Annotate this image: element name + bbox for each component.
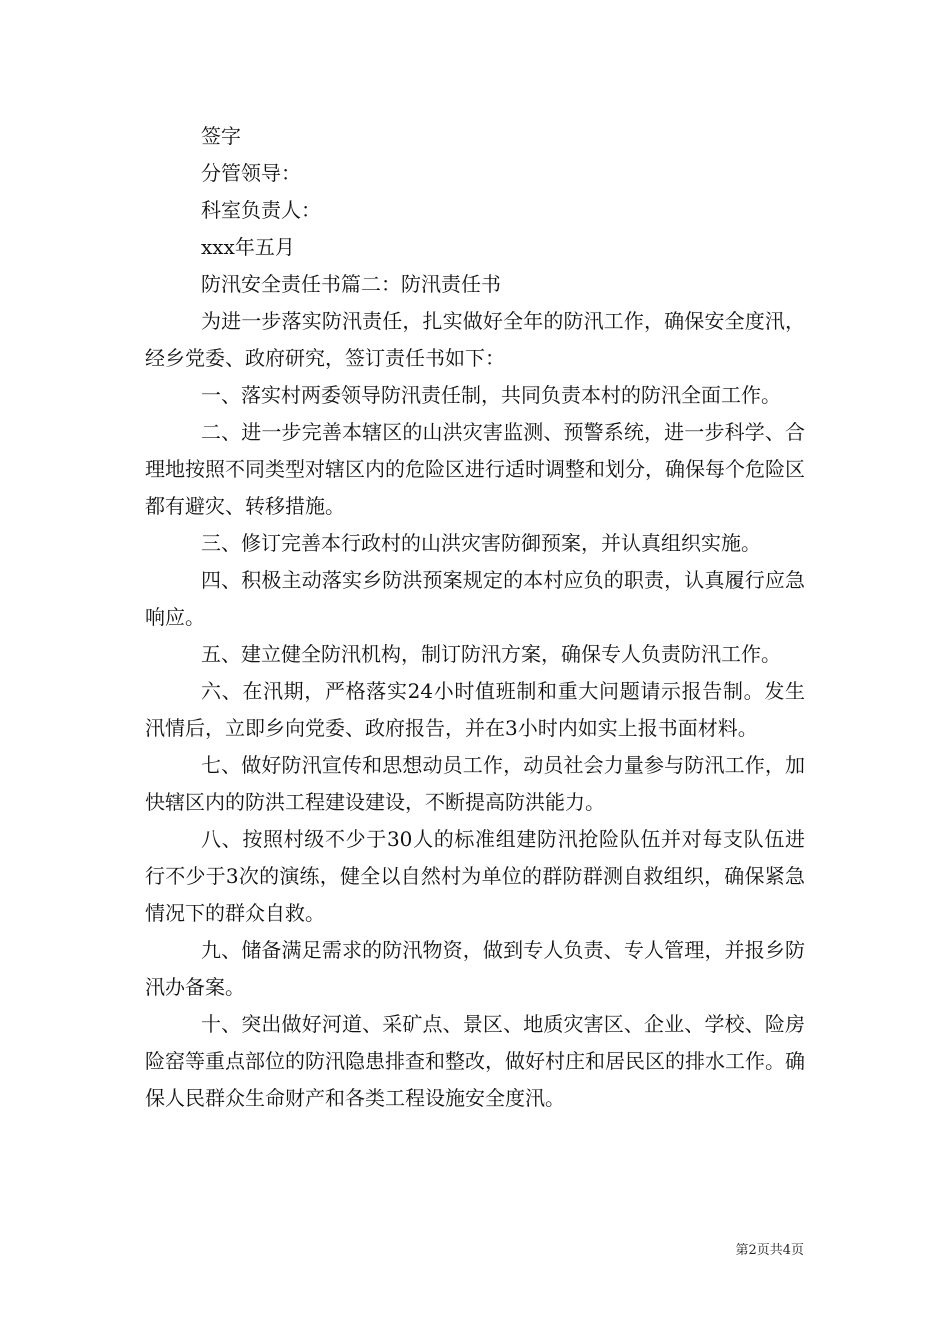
signature-label: 签字	[201, 124, 241, 148]
clause-6: 六、在汛期，严格落实24小时值班制和重大问题请示报告制。发生汛情后，立即乡向党委、政府报告，并在3小时内如实上报书面材料。	[145, 679, 805, 740]
intro-paragraph: 为进一步落实防汛责任，扎实做好全年的防汛工作，确保安全度汛，经乡党委、政府研究，签订责任书如下：	[145, 309, 805, 370]
clause-7: 七、做好防汛宣传和思想动员工作，动员社会力量参与防汛工作，加快辖区内的防洪工程建设建设，不断提高防洪能力。	[145, 753, 805, 814]
clause-3: 三、修订完善本行政村的山洪灾害防御预案，并认真组织实施。	[201, 531, 761, 555]
clause-10: 十、突出做好河道、采矿点、景区、地质灾害区、企业、学校、险房险窑等重点部位的防汛隐患排查和整改，做好村庄和居民区的排水工作。确保人民群众生命财产和各类工程设施安全度汛。	[145, 1012, 805, 1110]
supervisor-label: 分管领导：	[201, 161, 301, 185]
clause-1: 一、落实村两委领导防汛责任制，共同负责本村的防汛全面工作。	[201, 383, 781, 407]
date-line: xxx年五月	[201, 235, 295, 259]
document-body	[145, 118, 805, 1117]
page-number: 第2页共4页	[735, 1243, 804, 1258]
department-head-label: 科室负责人：	[201, 198, 321, 222]
clause-9: 九、储备满足需求的防汛物资，做到专人负责、专人管理，并报乡防汛办备案。	[145, 938, 805, 999]
clause-5: 五、建立健全防汛机构，制订防汛方案，确保专人负责防汛工作。	[201, 642, 781, 666]
clause-8: 八、按照村级不少于30人的标准组建防汛抢险队伍并对每支队伍进行不少于3次的演练，健全以自然村为单位的群防群测自救组织，确保紧急情况下的群众自救。	[145, 827, 805, 925]
clause-2: 二、进一步完善本辖区的山洪灾害监测、预警系统，进一步科学、合理地按照不同类型对辖区内的危险区进行适时调整和划分，确保每个危险区都有避灾、转移措施。	[145, 420, 805, 518]
section-title: 防汛安全责任书篇二：防汛责任书	[201, 272, 501, 296]
clause-4: 四、积极主动落实乡防洪预案规定的本村应负的职责，认真履行应急响应。	[145, 568, 805, 629]
